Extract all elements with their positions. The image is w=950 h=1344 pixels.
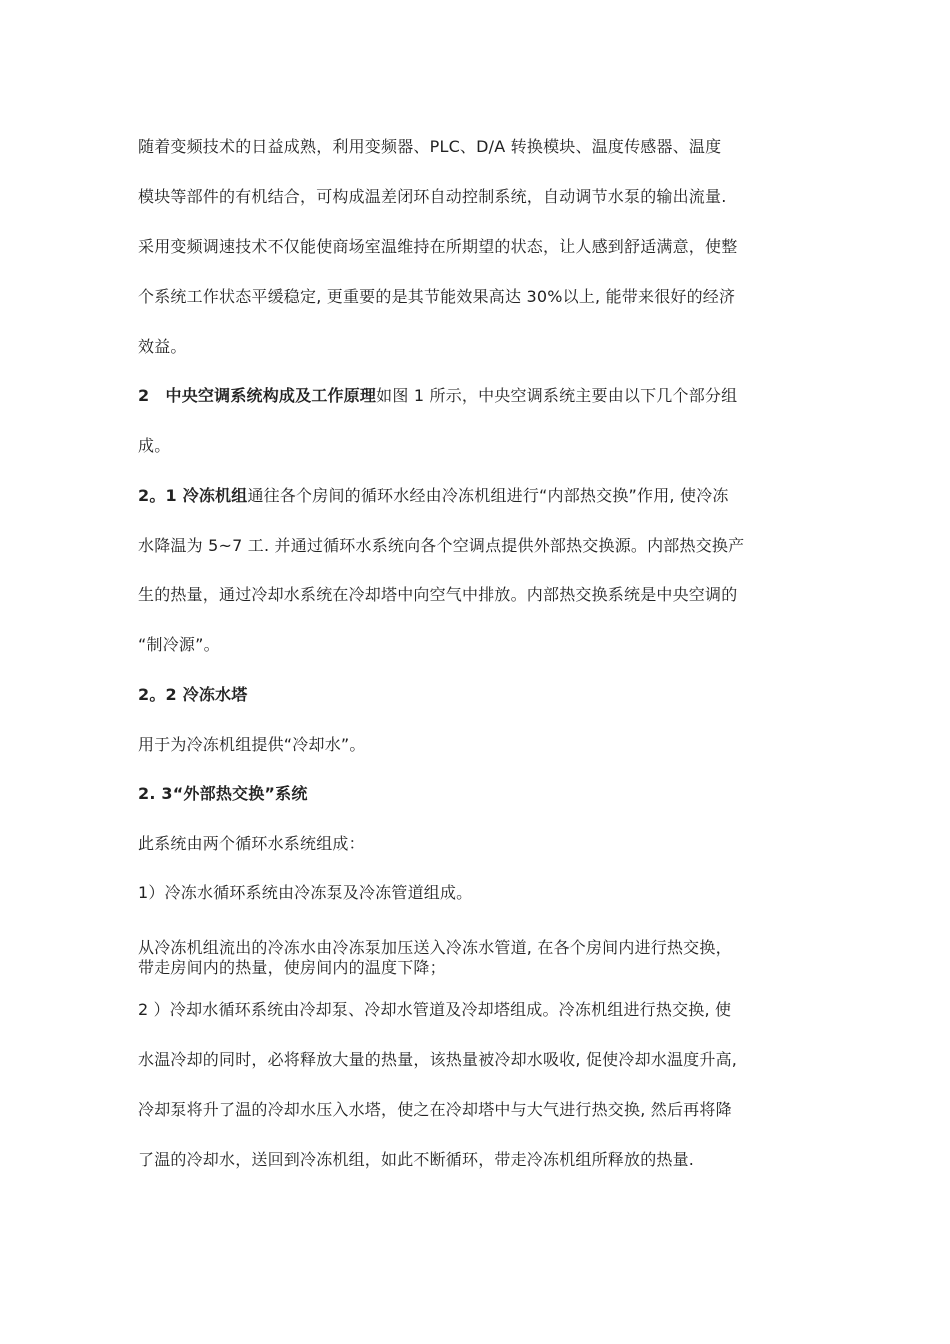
paragraph-line: 从冷冻机组流出的冷冻水由冷冻泵加压送入冷冻水管道, 在各个房间内进行热交换， [138, 938, 732, 957]
section-2-1-line [138, 486, 788, 506]
section-2-heading: 2 中央空调系统构成及工作原理 [138, 386, 377, 405]
section-2-text: 如图 1 所示，中央空调系统主要由以下几个部分组 [376, 386, 738, 405]
paragraph-line: 用于为冷冻机组提供“冷却水”。 [138, 735, 366, 754]
paragraph-line: 效益。 [138, 337, 187, 356]
paragraph-line: 了温的冷却水，送回到冷冻机组，如此不断循环，带走冷冻机组所释放的热量. [138, 1150, 695, 1169]
list-item-2: 2 ）冷却水循环系统由冷却泵、冷却水管道及冷却塔组成。冷冻机组进行热交换, 使 [138, 1000, 732, 1019]
paragraph-line: 带走房间内的热量，使房间内的温度下降； [138, 958, 446, 977]
paragraph-line: 冷却泵将升了温的冷却水压入水塔，使之在冷却塔中与大气进行热交换, 然后再将降 [138, 1100, 732, 1119]
paragraph-line: 模块等部件的有机结合，可构成温差闭环自动控制系统，自动调节水泵的输出流量. [138, 187, 727, 206]
paragraph-line: 水降温为 5~7 工. 并通过循环水系统向各个空调点提供外部热交换源。内部热交换产 [138, 536, 745, 555]
section-2-1-heading: 2。1 冷冻机组 [138, 486, 248, 505]
section-2-3-heading: 2. 3“外部热交换”系统 [138, 784, 308, 803]
paragraph-line: 生的热量，通过冷却水系统在冷却塔中向空气中排放。内部热交换系统是中央空调的 [138, 585, 738, 604]
paragraph-line: 随着变频技术的日益成熟，利用变频器、PLC、D/A 转换模块、温度传感器、温度 [138, 137, 722, 156]
paragraph-line: 此系统由两个循环水系统组成： [138, 834, 365, 853]
paragraph-line: 个系统工作状态平缓稳定, 更重要的是其节能效果高达 30%以上, 能带来很好的经济 [138, 287, 736, 306]
section-2-1-text: 通往各个房间的循环水经由冷冻机组进行“内部热交换”作用, 使冷冻 [247, 486, 729, 505]
section-2-2-heading: 2。2 冷冻水塔 [138, 685, 248, 704]
paragraph-line: 采用变频调速技术不仅能使商场室温维持在所期望的状态，让人感到舒适满意，使整 [138, 237, 738, 256]
section-2-line [138, 386, 788, 406]
paragraph-line: “制冷源”。 [138, 635, 220, 654]
paragraph-line: 成。 [138, 436, 171, 455]
paragraph-line: 水温冷却的同时，必将释放大量的热量，该热量被冷却水吸收, 促使冷却水温度升高, [138, 1050, 738, 1069]
list-item-1: 1）冷冻水循环系统由冷冻泵及冷冻管道组成。 [138, 883, 473, 902]
